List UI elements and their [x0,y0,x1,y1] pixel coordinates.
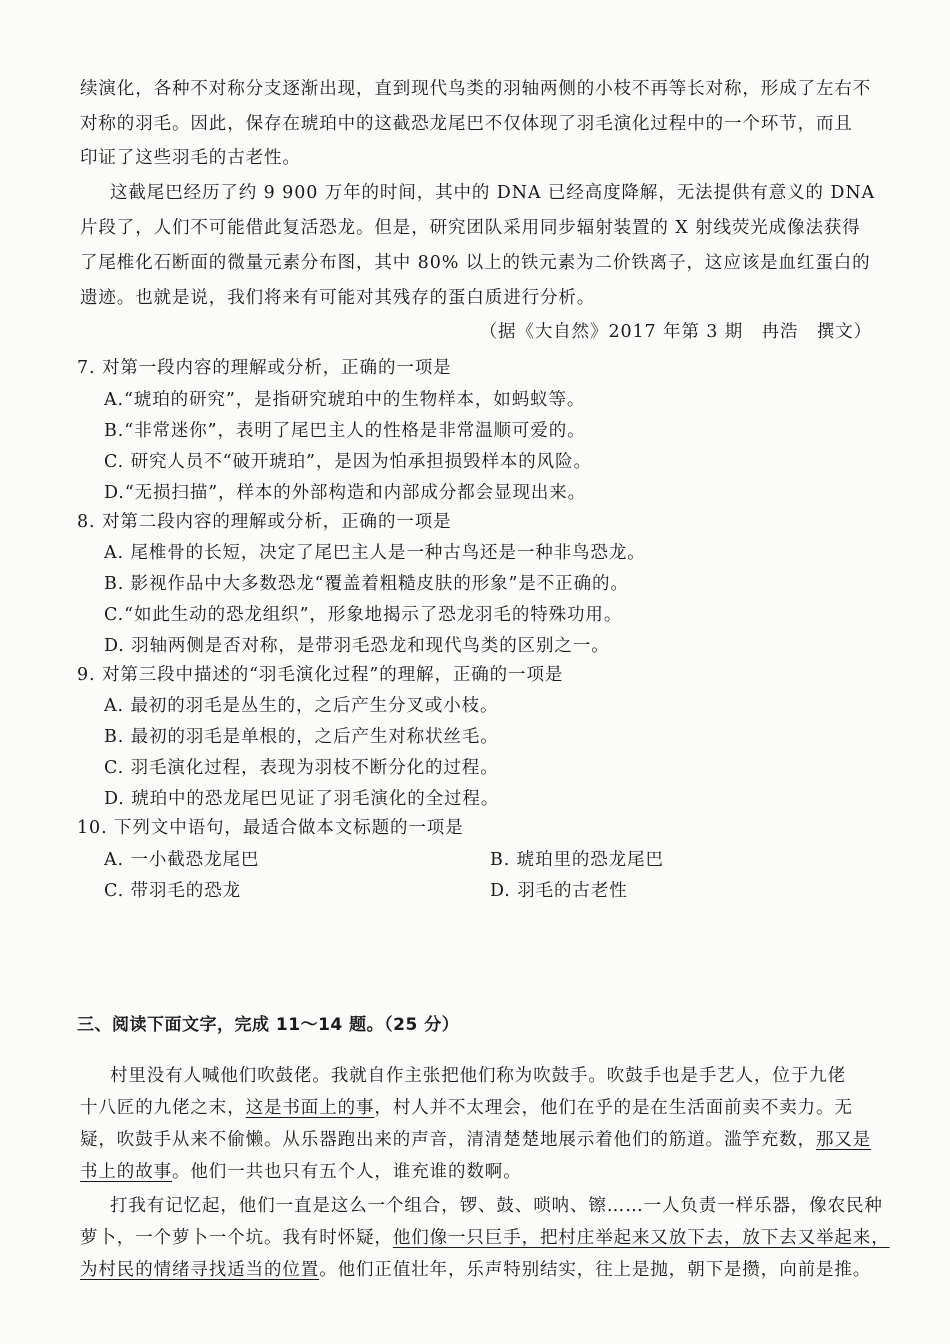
underlined-phrase: 书上的故事 [80,1162,172,1182]
question-9-stem: 9. 对第三段中描述的“羽毛演化过程”的理解，正确的一项是 [77,665,564,685]
question-9-option-d: D. 琥珀中的恐龙尾巴见证了羽毛演化的全过程。 [104,789,500,809]
para1-line1: 续演化，各种不对称分支逐渐出现，直到现代鸟类的羽轴两侧的小枝不再等长对称，形成了左右不 [80,79,872,99]
question-8-option-d: D. 羽轴两侧是否对称，是带羽毛恐龙和现代鸟类的区别之一。 [104,636,610,656]
question-7-option-c: C. 研究人员不“破开琥珀”，是因为怕承担损毁样本的风险。 [104,452,592,472]
section-3-para1-line4 [80,1160,522,1184]
question-9-option-b: B. 最初的羽毛是单根的，之后产生对称状丝毛。 [104,727,499,747]
underlined-phrase: 他们像一只巨手，把村庄举起来又放下去，放下去又举起来， [392,1228,890,1248]
underlined-phrase: 那又是 [816,1130,872,1150]
text-run: 十八匠的九佬之末， [80,1098,246,1118]
question-7-option-a: A.“琥珀的研究”，是指研究琥珀中的生物样本，如蚂蚁等。 [104,390,586,410]
text-run: 。他们一共也只有五个人，谁充谁的数啊。 [172,1162,522,1182]
para1-line2: 对称的羽毛。因此，保存在琥珀中的这截恐龙尾巴不仅体现了羽毛演化过程中的一个环节，而且 [80,114,853,134]
underlined-phrase: 为村民的情绪寻找适当的位置 [80,1260,320,1280]
para2-line2: 片段了，人们不可能借此复活恐龙。但是，研究团队采用同步辐射装置的 X 射线荧光成像法获得 [80,218,861,238]
para2-line1: 这截尾巴经历了约 9 900 万年的时间，其中的 DNA 已经高度降解，无法提供有意义的 DNA [110,183,876,203]
question-10-option-d: D. 羽毛的古老性 [490,881,628,901]
question-9-option-c: C. 羽毛演化过程，表现为羽枝不断分化的过程。 [104,758,499,778]
text-run: 疑，吹鼓手从来不偷懒。从乐器跑出来的声音，清清楚楚地展示着他们的筋道。滥竽充数， [80,1130,816,1150]
section-3-para2-line3 [80,1258,871,1282]
section-3-para1-line1: 村里没有人喊他们吹鼓佬。我就自作主张把他们称为吹鼓手。吹鼓手也是手艺人，位于九佬 [110,1066,846,1086]
text-run: ，村人并不太理会，他们在乎的是在生活面前卖不卖力。无 [374,1098,853,1118]
question-8-option-c: C.“如此生动的恐龙组织”，形象地揭示了恐龙羽毛的特殊功用。 [104,605,623,625]
question-8-option-b: B. 影视作品中大多数恐龙“覆盖着粗糙皮肤的形象”是不正确的。 [104,574,629,594]
question-10-stem: 10. 下列文中语句，最适合做本文标题的一项是 [77,818,464,838]
section-3-para1-line3 [80,1128,871,1152]
para2-line3: 了尾椎化石断面的微量元素分布图，其中 80% 以上的铁元素为二价铁离子，这应该是血红蛋白的 [80,253,871,273]
section-3-para1-line2 [80,1096,853,1120]
para1-line3: 印证了这些羽毛的古老性。 [80,148,301,168]
question-8-option-a: A. 尾椎骨的长短，决定了尾巴主人是一种古鸟还是一种非鸟恐龙。 [104,543,646,563]
question-7-option-d: D.“无损扫描”，样本的外部构造和内部成分都会显现出来。 [104,483,587,503]
underlined-phrase: 这是书面上的事 [245,1098,375,1118]
question-9-option-a: A. 最初的羽毛是丛生的，之后产生分叉或小枝。 [104,696,499,716]
question-8-stem: 8. 对第二段内容的理解或分析，正确的一项是 [77,512,452,532]
section-3-para2-line1: 打我有记忆起，他们一直是这么一个组合，锣、鼓、唢呐、镲……一人负责一样乐器，像农民种 [110,1196,883,1216]
question-10-option-b: B. 琥珀里的恐龙尾巴 [490,850,664,870]
question-7-stem: 7. 对第一段内容的理解或分析，正确的一项是 [77,358,452,378]
text-run: 萝卜，一个萝卜一个坑。我有时怀疑， [80,1228,393,1248]
section-3-para2-line2 [80,1226,890,1250]
source-citation: （据《大自然》2017 年第 3 期 冉浩 撰文） [479,322,872,342]
question-10-option-a: A. 一小截恐龙尾巴 [104,850,260,870]
para2-line4: 遗迹。也就是说，我们将来有可能对其残存的蛋白质进行分析。 [80,288,596,308]
question-10-option-c: C. 带羽毛的恐龙 [104,881,241,901]
question-7-option-b: B.“非常迷你”，表明了尾巴主人的性格是非常温顺可爱的。 [104,421,586,441]
section-3-heading: 三、阅读下面文字，完成 11～14 题。（25 分） [77,1015,460,1035]
text-run: 。他们正值壮年，乐声特别结实，往上是抛，朝下是攒，向前是推。 [319,1260,872,1280]
